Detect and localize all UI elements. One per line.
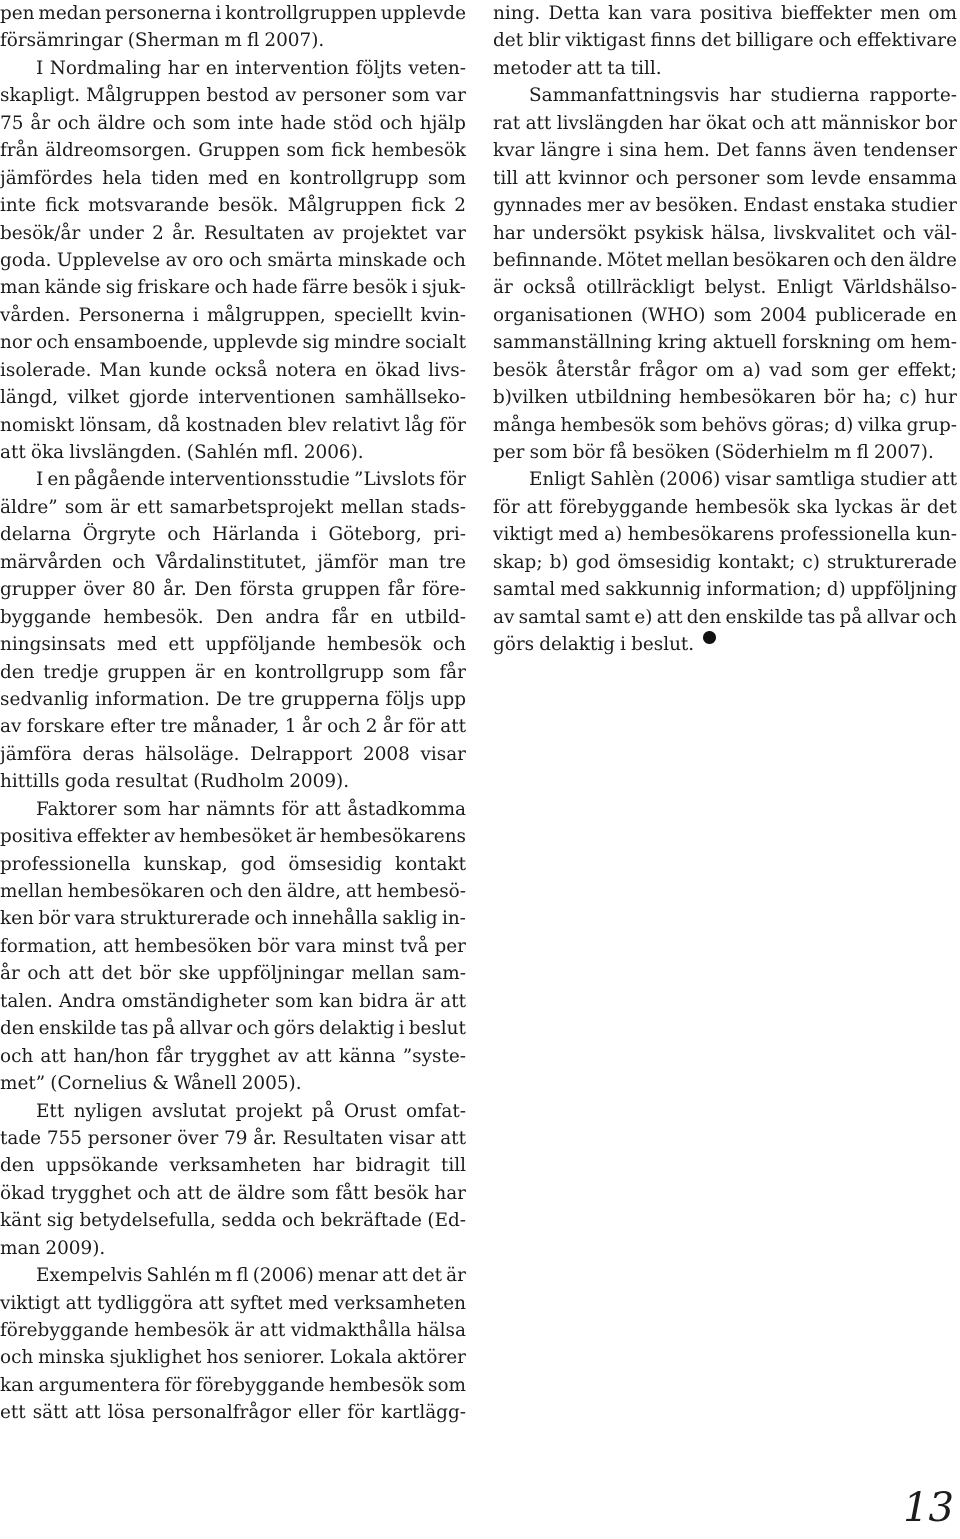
text-line: besök/år under 2 år. Resultaten av projektet var [0, 222, 466, 244]
text-line: försämringar (Sherman m fl 2007). [0, 30, 325, 52]
text-line: från äldreomsorgen. Gruppen som fick hembesök [0, 140, 466, 162]
text-line: Exempelvis Sahlén m fl (2006) menar att det är [36, 1265, 466, 1287]
right-column [493, 0, 957, 659]
text-line: grupper över 80 år. Den första gruppen får före- [0, 579, 466, 601]
text-line: Sammanfattningsvis har studierna rapporte- [529, 85, 957, 107]
text-line: år och att det bör ske uppföljningar mellan sam- [0, 963, 466, 985]
text-line: kvar längre i sina hem. Det fanns även tendenser [493, 140, 957, 162]
text-line: ningsinsats med ett uppföljande hembesök och [0, 634, 466, 656]
text-line: viktigt att tydliggöra att syftet med verksamheten [0, 1292, 466, 1314]
text-line: byggande hembesök. Den andra får en utbild- [0, 606, 466, 628]
text-line: till att kvinnor och personer som levde ensamma [493, 167, 957, 189]
text-line: I Nordmaling har en intervention följts veten- [36, 57, 466, 79]
text-line: skap; b) god ömsesidig kontakt; c) strukturerade [493, 551, 957, 573]
text-line: goda. Upplevelse av oro och smärta minskade och [0, 249, 466, 271]
text-line: per som bör få besöken (Söderhielm m fl 2007). [493, 442, 934, 463]
text-line: kan argumentera för förebyggande hembesök som [0, 1374, 466, 1396]
text-line: 75 år och äldre och som inte hade stöd och hjälp [0, 112, 466, 134]
text-line: och minska sjuklighet hos seniorer. Lokala aktörer [0, 1347, 466, 1369]
text-line: samtal med sakkunnig information; d) uppföljning [493, 579, 957, 601]
text-line: metoder att ta till. [493, 57, 662, 79]
text-line: pen medan personerna i kontrollgruppen upplevde [0, 3, 466, 24]
text-line: har undersökt psykisk hälsa, livskvalitet och väl- [493, 222, 957, 244]
text-line: gynnades mer av besöken. Endast enstaka studier [493, 195, 957, 217]
text-line: nor och ensamboende, upplevde sig mindre socialt [0, 332, 466, 354]
text-line: rat att livslängden har ökat och att människor bor [493, 112, 957, 134]
text-line: professionella kunskap, god ömsesidig kontakt [0, 853, 466, 875]
text-line: att öka livslängden. (Sahlén mfl. 2006). [0, 442, 364, 463]
text-line: skapligt. Målgruppen bestod av personer som var [0, 85, 466, 107]
text-line: det blir viktigast finns det billigare och effektivare [493, 30, 957, 52]
text-line: hittills goda resultat (Rudholm 2009). [0, 771, 350, 793]
text-line: märvården och Vårdalinstitutet, jämför man tre [0, 551, 466, 573]
text-line: ökad trygghet och att de äldre som fått besök har [0, 1182, 466, 1204]
text-line: inte fick motsvarande besök. Målgruppen fick 2 [0, 195, 466, 217]
text-line: Ett nyligen avslutat projekt på Orust omfat- [36, 1100, 466, 1122]
text-line: besök återstår frågor om a) vad som ger effekt; [493, 359, 957, 381]
text-line: och att han/hon får trygghet av att känna ”syste- [0, 1045, 466, 1067]
text-line: förebyggande hembesök är att vidmakthålla hälsa [0, 1320, 466, 1341]
end-of-article-bullet-icon [703, 631, 716, 644]
text-line: äldre” som är ett samarbetsprojekt mellan stads- [0, 496, 466, 518]
text-line: I en pågående interventionsstudie ”Livslots för [36, 469, 466, 491]
text-line: man 2009). [0, 1237, 106, 1259]
text-line: är också otillräckligt belyst. Enligt Världshälso- [493, 277, 957, 299]
text-line: av samtal samt e) att den enskilde tas på allvar och [493, 606, 957, 628]
page-number: 13 [903, 1485, 954, 1531]
text-line: vården. Personerna i målgruppen, speciellt kvin- [0, 304, 466, 326]
text-line: många hembesök som behövs göras; d) vilka grup- [493, 414, 957, 436]
text-line: sammanställning kring aktuell forskning om hem- [493, 332, 957, 354]
text-line: delarna Örgryte och Härlanda i Göteborg, pri- [0, 524, 466, 546]
text-line: jämföra deras hälsoläge. Delrapport 2008 visar [0, 743, 466, 765]
text-line: nomiskt lönsam, då kostnaden blev relativt låg för [0, 414, 466, 436]
text-line: man kände sig friskare och hade färre besök i sjuk- [0, 277, 466, 299]
text-line: tade 755 personer över 79 år. Resultaten visar att [0, 1127, 466, 1149]
text-line: talen. Andra omständigheter som kan bidra är att [0, 990, 466, 1012]
text-line: för att förebyggande hembesök ska lyckas är det [493, 496, 957, 518]
text-line: viktigt med a) hembesökarens professionella kun- [493, 524, 957, 546]
text-line: met” (Cornelius & Wånell 2005). [0, 1073, 302, 1095]
text-line: den tredje gruppen är en kontrollgrupp som får [0, 661, 466, 683]
text-line: Enligt Sahlèn (2006) visar samtliga studier att [529, 469, 957, 491]
text-line: av forskare efter tre månader, 1 år och 2 år för att [0, 716, 466, 738]
text-line: mellan hembesökaren och den äldre, att hembesö- [0, 881, 466, 902]
text-line: ett sätt att lösa personalfrågor eller för kartlägg- [0, 1402, 466, 1424]
text-line: jämfördes hela tiden med en kontrollgrupp som [0, 167, 466, 189]
text-line: den enskilde tas på allvar och görs delaktig i beslut [0, 1018, 466, 1040]
text-line: ning. Detta kan vara positiva bieffekter men om [493, 3, 957, 24]
text-line: befinnande. Mötet mellan besökaren och den äldre [493, 249, 957, 271]
text-line: görs delaktig i beslut. [493, 631, 957, 658]
text-line: isolerade. Man kunde också notera en ökad livs- [0, 359, 466, 381]
text-line: känt sig betydelsefulla, sedda och bekräftade (Ed- [0, 1210, 466, 1232]
text-line: ken bör vara strukturerade och innehålla saklig in- [0, 908, 466, 930]
text-line: den uppsökande verksamheten har bidragit till [0, 1155, 466, 1177]
text-line: positiva effekter av hembesöket är hembesökarens [0, 826, 466, 848]
left-column [0, 0, 466, 1427]
text-line: organisationen (WHO) som 2004 publicerade en [493, 304, 957, 326]
text-line: Faktorer som har nämnts för att åstadkomma [36, 798, 466, 820]
text-line: längd, vilket gjorde interventionen samhällseko- [0, 387, 466, 409]
text-line: sedvanlig information. De tre grupperna följs upp [0, 688, 466, 710]
text-line: formation, att hembesöken bör vara minst två per [0, 935, 466, 957]
text-line: b)vilken utbildning hembesökaren bör ha; c) hur [493, 387, 957, 409]
